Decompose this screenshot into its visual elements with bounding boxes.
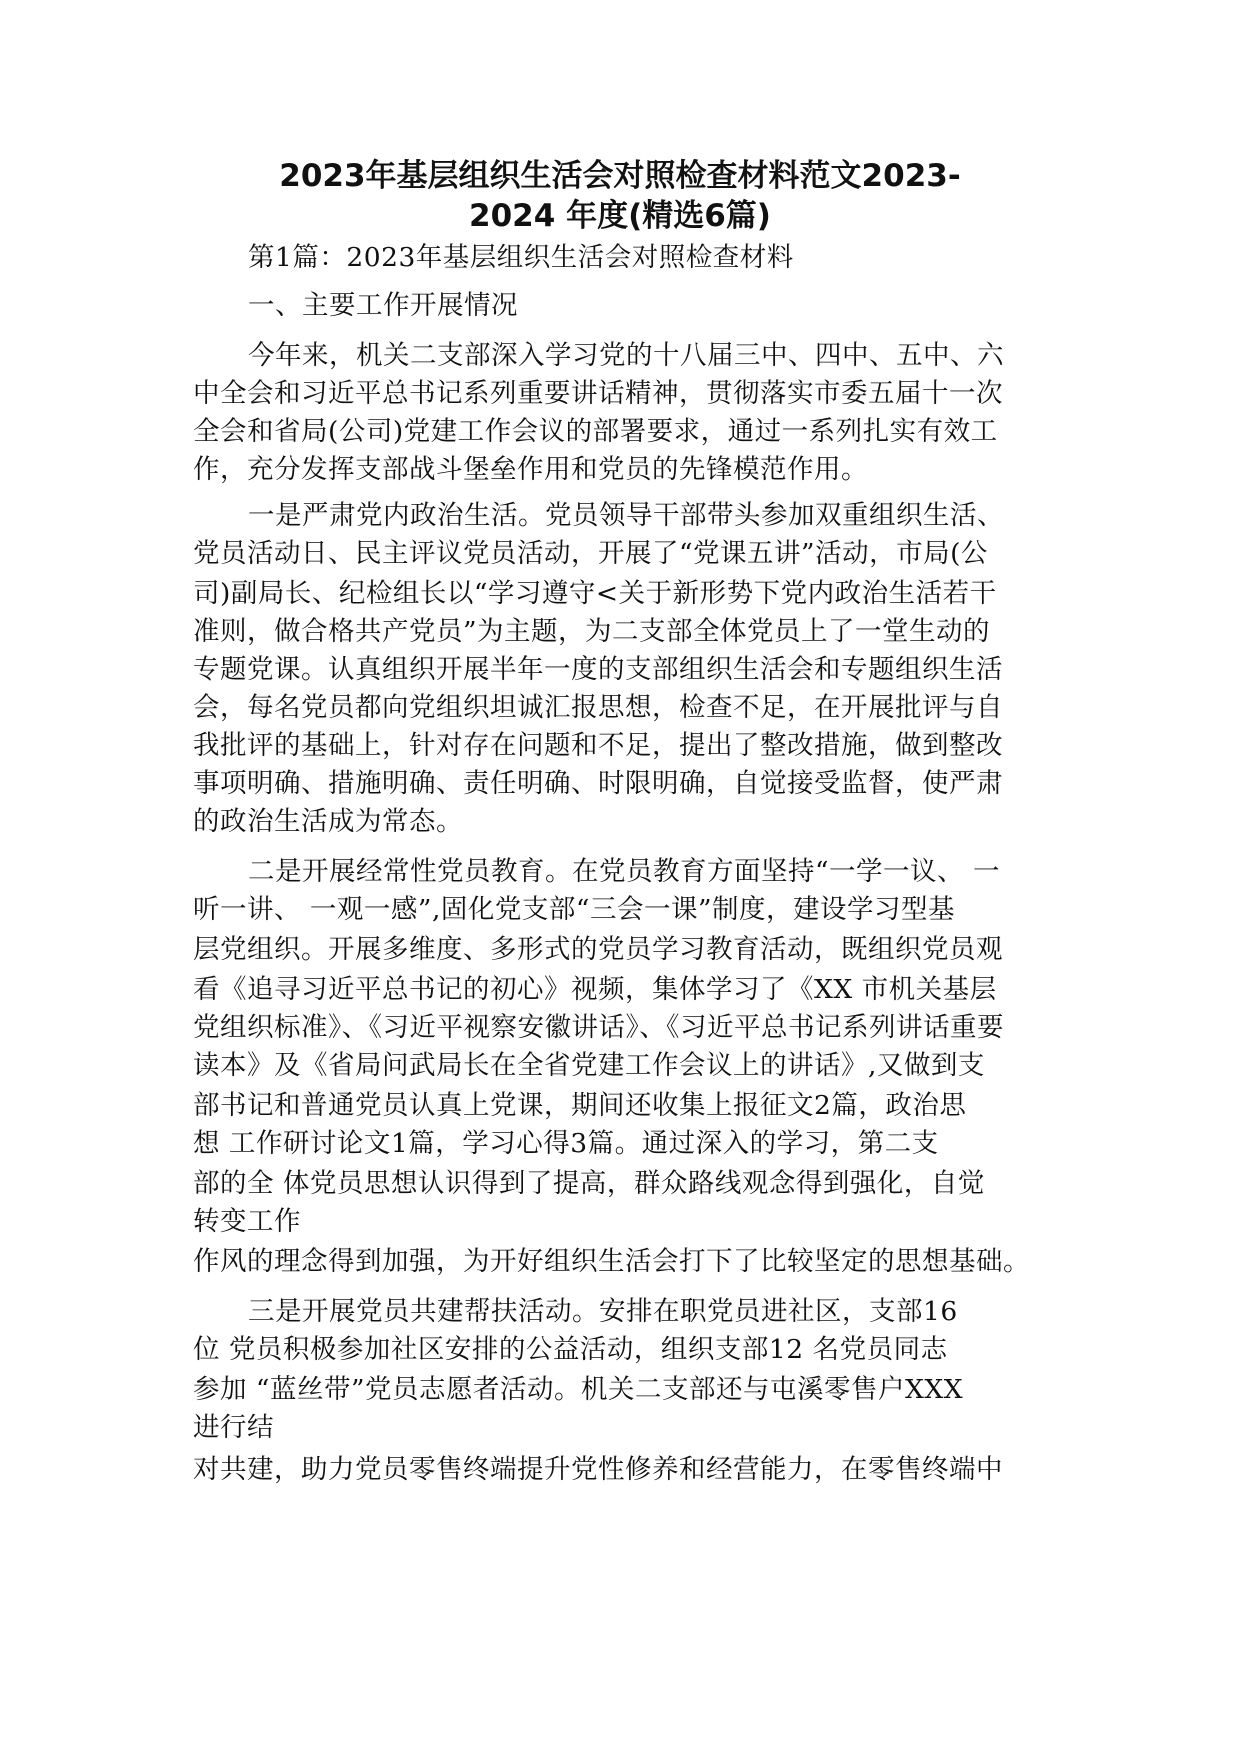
document-title-line-1: 2023年基层组织生活会对照检查材料范文2023- xyxy=(279,158,961,194)
paragraph-line: 今年来，机关二支部深入学习党的十八届三中、四中、五中、六 xyxy=(248,340,1004,371)
paragraph-line: 部的全 体党员思想认识得到了提高，群众路线观念得到强化，自觉 xyxy=(193,1168,985,1199)
paragraph-line: 司)副局长、纪检组长以“学习遵守<关于新形势下党内政治生活若干 xyxy=(193,578,997,609)
paragraph-line: 想 工作研讨论文1篇，学习心得3篇。通过深入的学习，第二支 xyxy=(193,1128,939,1159)
paragraph-line: 我批评的基础上，针对存在问题和不足，提出了整改措施，做到整改 xyxy=(193,730,1003,761)
paragraph-line: 转变工作 xyxy=(193,1206,301,1237)
paragraph-line: 准则，做合格共产党员”为主题，为二支部全体党员上了一堂生动的 xyxy=(193,616,991,647)
section-heading-main-work: 一、主要工作开展情况 xyxy=(248,290,518,321)
paragraph-line: 听一讲、 一观一感”,固化党支部“三会一课”制度，建设学习型基 xyxy=(193,894,955,925)
paragraph-line: 的政治生活成为常态。 xyxy=(193,806,463,837)
paragraph-line: 作风的理念得到加强，为开好组织生活会打下了比较坚定的思想基础。 xyxy=(193,1246,1030,1277)
paragraph-line: 二是开展经常性党员教育。在党员教育方面坚持“一学一议、 一 xyxy=(248,856,1000,887)
paragraph-line: 三是开展党员共建帮扶活动。安排在职党员进社区，支部16 xyxy=(248,1296,958,1327)
paragraph-line: 读本》及《省局问武局长在全省党建工作会议上的讲话》,又做到支 xyxy=(193,1050,985,1081)
paragraph-line: 中全会和习近平总书记系列重要讲话精神，贯彻落实市委五届十一次 xyxy=(193,378,1003,409)
paragraph-line: 会，每名党员都向党组织坦诚汇报思想，检查不足，在开展批评与自 xyxy=(193,692,1003,723)
paragraph-line: 对共建，助力党员零售终端提升党性修养和经营能力，在零售终端中 xyxy=(193,1454,1003,1485)
section-heading-part-1: 第1篇：2023年基层组织生活会对照检查材料 xyxy=(248,242,794,273)
paragraph-line: 专题党课。认真组织开展半年一度的支部组织生活会和专题组织生活 xyxy=(193,654,1003,685)
paragraph-line: 全会和省局(公司)党建工作会议的部署要求，通过一系列扎实有效工 xyxy=(193,416,998,447)
paragraph-line: 进行结 xyxy=(193,1412,274,1443)
paragraph-line: 作，充分发挥支部战斗堡垒作用和党员的先锋模范作用。 xyxy=(193,454,868,485)
paragraph-line: 部书记和普通党员认真上党课，期间还收集上报征文2篇，政治思 xyxy=(193,1090,967,1121)
paragraph-line: 层党组织。开展多维度、多形式的党员学习教育活动，既组织党员观 xyxy=(193,934,1003,965)
paragraph-line: 一是严肃党内政治生活。党员领导干部带头参加双重组织生活、 xyxy=(248,500,1004,531)
paragraph-line: 事项明确、措施明确、责任明确、时限明确，自觉接受监督，使严肃 xyxy=(193,768,1003,799)
paragraph-line: 参加 “蓝丝带”党员志愿者活动。机关二支部还与屯溪零售户XXX xyxy=(193,1374,964,1405)
paragraph-line: 位 党员积极参加社区安排的公益活动，组织支部12 名党员同志 xyxy=(193,1334,948,1365)
paragraph-line: 党员活动日、民主评议党员活动，开展了“党课五讲”活动，市局(公 xyxy=(193,538,988,569)
document-title-line-2: 2024 年度(精选6篇) xyxy=(469,198,771,234)
paragraph-line: 看《追寻习近平总书记的初心》视频，集体学习了《XX 市机关基层 xyxy=(193,974,997,1005)
paragraph-line: 党组织标准》、《习近平视察安徽讲话》、《习近平总书记系列讲话重要 xyxy=(193,1012,1004,1043)
